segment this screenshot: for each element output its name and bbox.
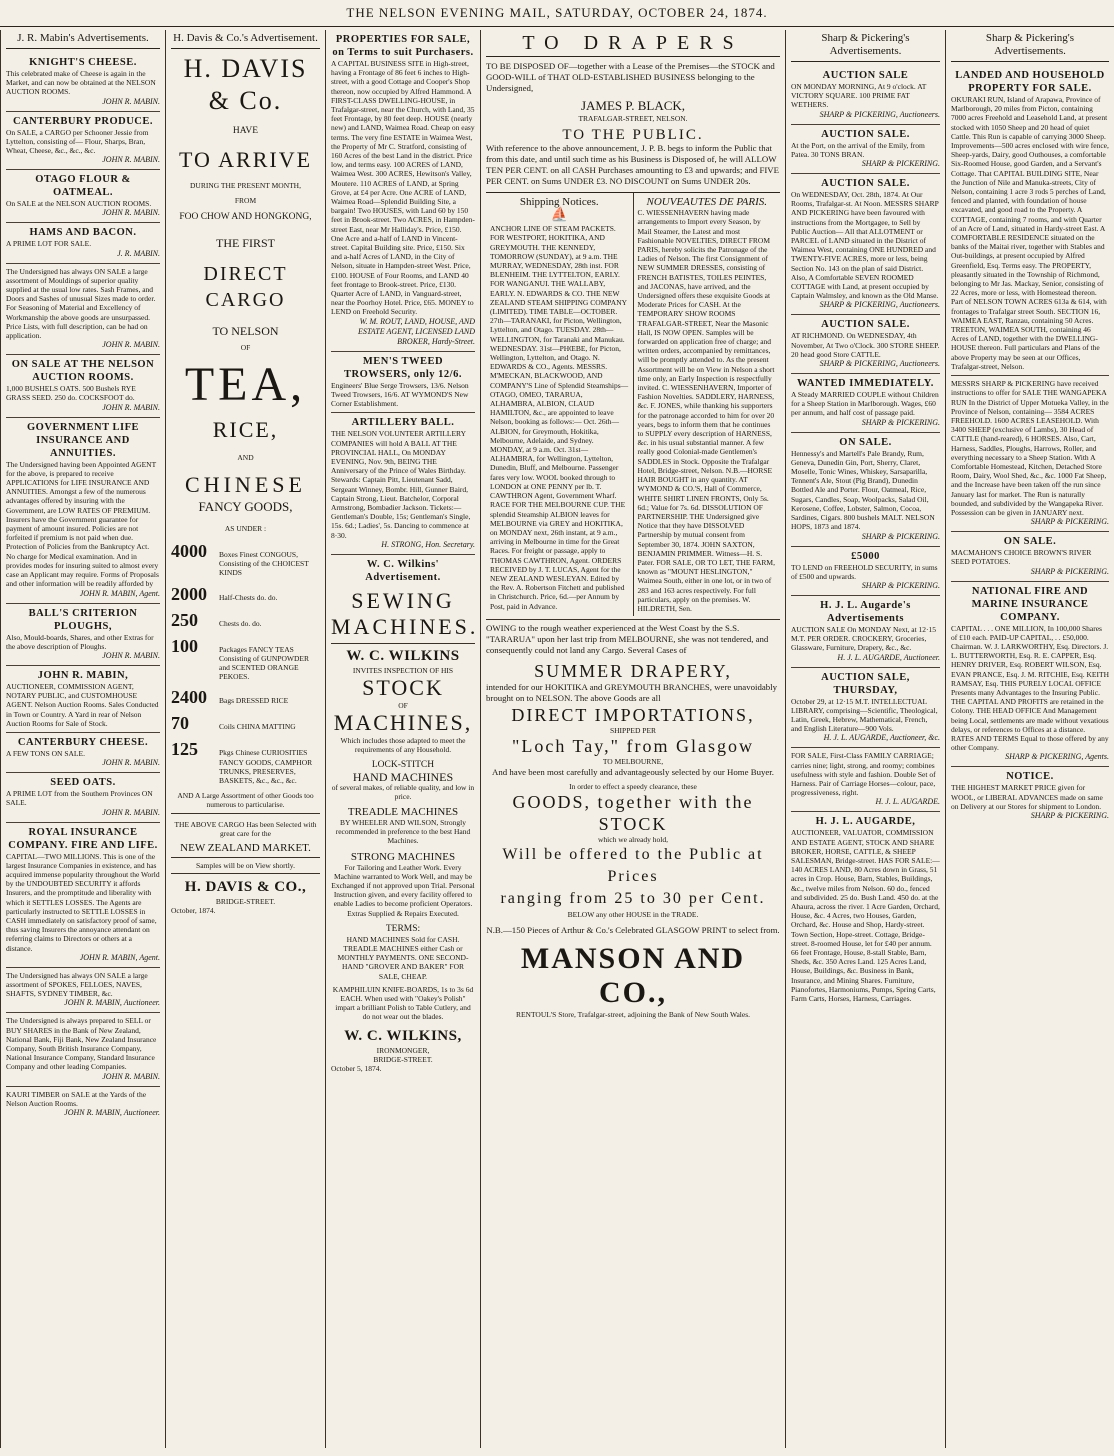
advertisement <box>791 547 940 596</box>
terms-text: HAND MACHINES Sold for CASH. TREADLE MACHINES either Cash or MONTHLY PAYMENTS. ONE SECOND-HAND "GROVER AND BAKER" FOR SALE, CHEAP. <box>337 934 469 981</box>
nb-text: N.B.—150 Pieces of Arthur & Co.'s Celebrated GLASGOW PRINT to select from. <box>486 925 780 936</box>
and-text: AND <box>237 452 254 462</box>
ad-title: PROPERTIES FOR SALE, on Terms to suit Purchasers. <box>332 34 474 58</box>
ad-title: WANTED IMMEDIATELY. <box>797 378 934 390</box>
advertisement <box>6 773 160 822</box>
ad-body: This celebrated make of Cheese is again in the Market, and can now be obtained at the NELSON AUCTION ROOMS. <box>6 69 156 97</box>
goods-quantity: 125 <box>171 739 198 760</box>
advertisement <box>951 767 1109 825</box>
ad-body: The Undersigned has always ON SALE a large assortment of SPOKES, FELLOES, NAVES, SHAFTS, SYDNEY TIMBER, &c. <box>6 970 148 999</box>
ad-title: CANTERBURY CHEESE. <box>17 736 149 748</box>
ad-line: TO ARRIVE <box>178 147 313 172</box>
lockstitch-headline: LOCK-STITCH <box>371 759 435 770</box>
advertisement <box>791 125 940 174</box>
ad-signature: JOHN R. MABIN. <box>102 208 160 218</box>
machines-headline: MACHINES. <box>331 613 479 639</box>
ad-body: Also, Mould-boards, Shares, and other Extras for the above description of Ploughs. <box>6 632 154 651</box>
ad-body: AUCTIONEER, COMMISSION AGENT, NOTARY PUBLIC, and CUSTOMHOUSE AGENT. Nelson Auction Rooms. Sales Conducted in Town or Country. A Yard in rear of Nelson Auction Rooms for Sale of Stock. <box>6 681 159 728</box>
goods-list <box>171 541 320 785</box>
ad-body: A PRIME LOT from the Southern Provinces ON SALE. <box>6 789 153 808</box>
advertisement <box>331 30 475 352</box>
ad-signature: W. M. ROUT, LAND, HOUSE, AND ESTATE AGENT, LICENSED LAND BROKER, Hardy-Street. <box>357 316 475 346</box>
ad-body: Hennessy's and Martell's Pale Brandy, Rum, Geneva, Dunedin Gin, Port, Sherry, Claret, Moselle, Tonic Wines, Whiskey, Sarsaparilla, Tennent's Ale, Stout (Pig Brand), Dunedin Bottled Ale and Porter. Flour, Oatmeal, Rice, Sugars, Candles, Soap, Woolpacks, Salad Oil, Kerosene, Coffee, Lobster, Salmon, Cocoa, Sardines, Cigars. 800 bushels MALT. NELSON HOPS, 1873 and 1874. <box>791 448 935 532</box>
ad-title: NOTICE. <box>1006 771 1054 783</box>
advertisement <box>331 555 475 588</box>
firm-name: H. DAVIS & Co. <box>183 54 308 115</box>
ad-signature: JOHN R. MABIN. <box>102 155 160 165</box>
machines-headline-2: MACHINES, <box>333 710 473 736</box>
advertisement <box>951 66 1109 376</box>
sewing-headline: SEWING <box>351 587 455 613</box>
shipping-body: ANCHOR LINE OF STEAM PACKETS. FOR WESTPORT, HOKITIKA, AND GREYMOUTH. THE KENNEDY, TOMORROW (SUNDAY), at 9 a.m. THE MURRAY, WEDNESDAY, 28th inst. FOR BLENHEIM. THE LYTTELTON, EARLY. FOR WANGANUI. THE WALLABY, EARLY. N. EDWARDS & CO. THE NEW ZEALAND STEAM SHIPPING COMPANY (LIMITED). TIME TABLE—OCTOBER. 27th—TARANAKI, for Picton, Wellington, Lyttelton, and Otago. TUESDAY. 28th—WELLINGTON, for Taranaki and Manukau. WEDNESDAY. 31st—PHŒBE, for Picton, Wellington, Lyttelton, and Otago. N. EDWARDS & CO., Agents. MESSRS. M'MECKAN, BLACKWOOD, AND COMPANY'S Line of Splendid Steamships—OTAGO, OMEO, TARARUA, ALHAMBRA, ALBION, CLAUD HAMILTON, &c., are appointed to leave Nelson, booking as follows:— Oct. 26th—ALBION, for Greymouth, Hokitika, Melbourne, Adelaide, and Sydney. MONDAY, at 9 a.m. Oct. 31st—ALHAMBRA, for Wellington, Lyttelton, Dunedin, Bluff, and Melbourne. Passenger fares very low. WOOL booked through to LONDON at ONE PENNY per lb. T. CAWTHRON Agent, Government Wharf. RACE FOR THE MELBOURNE CUP. THE splendid Steamship ALBION leaves for MELBOURNE via GREY and HOKITIKA, on MONDAY next, 26th instant, at 9 a.m., arriving in Melbourne in time for the Great Races. For freight or passage, apply to THOMAS CAWTHRON, Agent. ORDERS RECEIVED by J. T. LUCAS, Agent for the NEW ZEALAND WESLEYAN. Edited by the Rev. A. Robertson Fitchett and published in Christchurch. Price, 6d.—per Annum by Post, paid in Advance. <box>490 224 629 611</box>
advertisement <box>791 433 940 547</box>
ad-line: FROM <box>234 196 257 206</box>
ad-title: GOVERNMENT LIFE INSURANCE AND ANNUITIES. <box>26 421 140 459</box>
samples-text: Samples will be on View shortly. <box>196 861 295 871</box>
owing-text: OWING to the rough weather experienced at the West Coast by the S.S. "TARARUA" upon her last trip from MELBOURNE, she was not tendered, and consequently could not land any Cargo. Several Cases of <box>486 623 769 656</box>
firm-footer: H. DAVIS & CO., <box>184 879 307 896</box>
ranging-prices: ranging from 25 to 30 per Cent. <box>500 889 766 907</box>
goods-item <box>171 584 320 604</box>
wheeler-text: BY WHEELER AND WILSON, Strongly recommended in preference to the best Hand Machines. <box>335 817 471 846</box>
ad-title: KNIGHT'S CHEESE. <box>29 57 137 68</box>
ad-body: THE HIGHEST MARKET PRICE given for WOOL, or LIBERAL ADVANCES made on same on Delivery at our Stores for shipment to London. <box>951 783 1103 811</box>
fancy-goods-headline: FANCY GOODS, <box>198 498 293 514</box>
ad-title: JOHN R. MABIN, <box>37 669 129 681</box>
ad-title: ON SALE AT THE NELSON AUCTION ROOMS. <box>11 359 155 384</box>
goods-description: Boxes Finest CONGOUS, Consisting of the CHOICEST KINDS <box>219 550 309 578</box>
ad-title: W. C. Wilkins' Advertisement. <box>365 558 441 583</box>
ad-signature: SHARP & PICKERING, Auctioneers. <box>819 359 940 369</box>
masthead: THE NELSON EVENING MAIL, SATURDAY, OCTOBER 24, 1874. <box>0 0 1114 27</box>
advertisement <box>951 532 1109 581</box>
bridge-street: BRIDGE-STREET. <box>373 1054 433 1064</box>
owner-address: TRAFALGAR-STREET, NELSON. <box>578 114 688 123</box>
nouveautes-body: C. WIESSENHAVERN having made arrangements to Import every Season, by Mail Steamer, the Latest and most Fashionable NOVELTIES, DIRECT FROM PARIS, hereby solicits the Patronage of the Ladies of Nelson. The first Consignment of NEW SUMMER DRESSES, consisting of FRENCH BATISTES, TOILES PEINTES, and JACONAS, have arrived, and the Undersigned offers these exquisite Goods at Moderate Prices for CASH. At the TEMPORARY SHOW ROOMS TRAFALGAR-STREET, Near the Masonic Hall, IS NOW OPEN. Samples will be forwarded on application free of charge; and written orders, accompanied by remittances, will be promptly attended to. As the present Assortment will be on View in Nelson a short time only, an Early Inspection is respectfully invited. C. WIESSENHAVERN, Importer of Fashion Novelties. SADDLERY, HARNESS, &c. F. JONES, while thanking his supporters for the patronage accorded to him for over 20 years, begs to inform them that he continues to SUPPLY every description of HARNESS, &c. in his usual substantial manner. A few really good Colonial-made Gentlemen's SADDLES in Stock. Opposite the Trafalgar Hotel, Bridge-street, Nelson. N.B.—HORSE HAIR BOUGHT in any quantity. AT WYMOND & CO.'S, Hall of Commerce, WHITE SHIRT LINEN FRONTS, Only 5s. 6d.; Value for 7s. 6d. DISSOLUTION OF PARTNERSHIP. THE Undersigned give Notice that they have DISSOLVED Partnership by mutual consent from September 30, 1874. JOHN SAXTON, BENJAMIN PRIMMER. Witness—H. S. Pater. FOR SALE, OR TO LET, THE FARM, known as "MOUNT HESLINGTON," Waimea South, either in one lot, or in two of 283 and 163 acres respectively. For full particulars, apply on the premises. W. HILDRETH, Sen. <box>637 208 775 613</box>
ad-line: HAVE <box>232 126 259 136</box>
column-sharp-pickering-2 <box>945 30 1114 1448</box>
street: BRIDGE-STREET. <box>215 897 276 907</box>
ad-body: AT RICHMOND. On WEDNESDAY, 4th November, At Two o'Clock. 300 STORE SHEEP. 20 head good Store CATTLE. <box>791 331 940 359</box>
rice-headline: RICE, <box>212 416 279 442</box>
ad-title: MEN'S TWEED TROWSERS, only 12/6. <box>344 355 462 380</box>
rentoul-address: RENTOUL'S Store, Trafalgar-street, adjoining the Bank of New South Wales. <box>515 1010 751 1020</box>
ad-signature: SHARP & PICKERING. <box>861 417 940 427</box>
date: October, 1874. <box>171 906 216 916</box>
ad-body: MESSRS SHARP & PICKERING have received instructions to offer for SALE THE WANGAPEKA RUN In the District of Upper Motueka Valley, in the Province of Nelson, containing— 3584 ACRES FREEHOLD. 1600 ACRES LEASEHOLD. With 3400 SHEEP (exclusive of Lambs), 30 Head of CATTLE (hand-reared), 6 HORSES. Also, Cart, Harness, Saddles, Ploughs, Harrows, Roller, and everything necessary to a Sheep Station. With A Comfortable Homestead, Kitchen, Detached Store Room, Dairy, Wool Shed, &c., &c. 1000 Fat Sheep, and the Increase have been taken off the run since January last for market. The Run is naturally bounded, and subdivided by the Wangapeka River. Possession can be given in JANUARY next. <box>951 379 1109 517</box>
column-davis <box>165 30 325 1448</box>
column-heading: Sharp & Pickering's Advertisements. <box>791 30 940 62</box>
goods-quantity: 250 <box>171 609 198 630</box>
direct-importations: DIRECT IMPORTATIONS, <box>511 705 755 726</box>
date: October 5, 1874. <box>331 1064 382 1074</box>
ad-signature: JOHN R. MABIN, Auctioneer. <box>64 1108 160 1117</box>
advertisement <box>6 53 160 112</box>
treadle-headline: TREADLE MACHINES <box>347 805 459 818</box>
goods-item <box>171 739 320 785</box>
ad-title: LANDED AND HOUSEHOLD PROPERTY FOR SALE. <box>955 70 1105 94</box>
ad-signature: H. STRONG, Hon. Secretary. <box>381 539 475 549</box>
ad-body: MACMAHON'S CHOICE BROWN'S RIVER SEED POTATOES. <box>951 548 1092 567</box>
ad-body: 1,000 BUSHELS OATS. 500 Bushels RYE GRASS SEED. 250 do. COCKSFOOT do. <box>6 384 136 403</box>
several-text: of several makes, of reliable quality, and low in price. <box>331 782 475 801</box>
column-heading: J. R. Mabin's Advertisements. <box>6 30 160 49</box>
ad-body: TO LEND on FREEHOLD SECURITY, in sums of £500 and upwards. <box>791 562 938 581</box>
assortment-text: AND A Large Assortment of other Goods too numerous to particularise. <box>177 791 314 810</box>
which-text: Which includes those adapted to meet the requirements of any Household. <box>340 736 466 755</box>
ad-title: AUCTION SALE <box>822 70 909 81</box>
goods-item <box>171 541 320 578</box>
ad-title: H. J. L. AUGARDE, <box>815 816 916 828</box>
column-drapers <box>480 30 785 1448</box>
ad-body: AUCTIONEER, VALUATOR, COMMISSION AND ESTATE AGENT, STOCK AND SHARE BROKER, HORSE, CATTLE, & SHEEP SALESMAN, Bridge-street. HAS FOR SALE:— 140 ACRES LAND, 80 Acres down in Grass, 51 acres in Crop. House, Barn, Stables, Buildings, &c., twelve miles from Nelson. 60 do., fenced and subdivided. 25 do. Bush Land. 450 do. at the Ahaura, across the river. 1 Acre Garden, Orchard, House, &c. 4 Acres, two Houses, Garden, Orchard, &c. House and Shop, Hardy-street. Town Section, Hope-street. Cottage, Bridge-street. 8-roomed House, let for £40 per annum. 66 feet Frontage, House, 8-stall Stable, Barn, Sheds, &c. 350 Acres Land. 125 Acres Land, House, Buildings, &c. Business in Bank, Insurance, and Mining Shares. Furniture, Pianofortes, Harmoniums, Pumps, Spring Carts, Farm Carts, Horses, Harness, Carriages. <box>791 828 940 1003</box>
advertisement <box>6 733 160 773</box>
ad-list <box>6 53 160 1122</box>
ad-signature: H. J. L. AUGARDE, Auctioneer. <box>837 652 940 662</box>
ad-body: OKURAKI RUN, Island of Arapawa, Province of Marlborough, 20 miles from Picton, containing 7000 acres Freehold and Leasehold Land, at present stocked with 1050 Sheep and 20 head of quiet Cattle. This Run is capable of carrying 3000 Sheep. Improvements—500 acres enclosed with wire fence, Sheep-yards, Dairy, good Outhouses, a comfortable Six-Roomed House, good Garden, and a Servant's Cottage. That CAPITAL BUILDING SITE, Near the Junction of Nile and Manuka-streets, City of Nelson, containing 1 acre 3 rods 5 perches of Land, fenced and planted, with foundation of house excavated, and good road to the Property. A COTTAGE, containing 7 rooms, and with Quarter of an Acre of Land, situated in Hardy-street East. A COMFORTABLE RESIDENCE situated on the banks of the Maitai river, together with Stables and Out-buildings, at present occupied by Alfred Greenfield, Esq. Terms easy. The PROPERTY, pleasantly situated in the Township of Richmond, belonging to Mr Jas. Mackay, Senior, consisting of 22 Acres, more or less, with Homestead thereon. Part of NELSON TOWN ACRES 613a & 614, with frontages to Trafalgar street South. SECTION 16, WAIMEA EAST, Ranzau, containing 50 Acres. TREETON, WAIMEA SOUTH, containing 46 Acres of LAND, together with the DWELLING-HOUSE thereon. Full particulars and Plans of the above Property may be seen at our Offices, Trafalgar-street, Nelson. <box>951 95 1109 371</box>
goods-description: Half-Chests do. do. <box>219 592 278 602</box>
advertisement <box>6 823 160 968</box>
ad-body: CAPITAL—TWO MILLIONS. This is one of the largest Insurance Companies in existence, and has acquired immense popularity throughout the World by the UNDOUBTED SECURITY it affords Insurers, and the promptitude and liberality with which it SETTLES LOSSES. The Agents are particularly instructed to SETTLE LOSSES in CASH immediately on satisfactory proof of same, thus saving Insurers the annoyance attendant on referring claims to Directors or others at a distance. <box>6 851 160 953</box>
ad-line: THE FIRST <box>215 236 275 251</box>
ad-title: H. J. L. Augarde's Advertisements <box>820 599 911 624</box>
wilkins-footer: W. C. WILKINS, <box>344 1027 462 1044</box>
ad-signature: SHARP & PICKERING. <box>1030 517 1109 527</box>
ad-signature: JOHN R. MABIN. <box>102 96 160 106</box>
ad-body: THE NELSON VOLUNTEER ARTILLERY COMPANIES will hold A BALL AT THE PROVINCIAL HALL, On MONDAY EVENING, Nov. 9th, BEING THE Anniversary of the Prince of Wales Birthday. Stewards: Captain Pitt, Lieutenant Sadd, Sergeant Winney, Bombr. Hill, Gunner Baird, Captain Strong, Lieut. Batchelor, Corporal Armstrong, Bombadier Jackson. Tickets:—Gentleman's Double, 15s; Gentleman's Single, 15s. 6d.; Ladies', 5s. Dancing to commence at 8·30. <box>331 429 471 540</box>
ad-body: October 29, at 12·15 M.T. INTELLECTUAL LIBRARY, comprising—Scientific, Theological, Latin, Greek, Hebrew, Mathematical, French, and English Literature—900 Vols. <box>791 696 938 734</box>
ad-signature: SHARP & PICKERING. <box>861 159 940 169</box>
advertisement <box>791 66 940 125</box>
knife-boards-text: KAMPHILUIN KNIFE-BOARDS, 1s to 3s 6d EACH. When used with "Oakey's Polish" impart a brilliant Polish to Table Cutlery, and do not wear out the blades. <box>332 984 474 1022</box>
goods-description: Packages FANCY TEAS Consisting of GUNPOWDER and SCENTED ORANGE PEKOES. <box>219 644 310 682</box>
ad-signature: JOHN R. MABIN. <box>102 758 160 768</box>
ad-body: ON MONDAY MORNING, At 9 o'clock. AT VICTORY SQUARE. 100 PRIME FAT WETHERS. <box>791 82 927 110</box>
ad-body: The Undersigned has always ON SALE a large assortment of Mouldings of superior quality supplied at the usual low rates. Sash Frames, and Doors and Sashes of unusual Sizes made to order. For Seasoning of Material and Excellency of Workmanship the above goods are unsurpassed. Price Lists, with full description, can be had on application. <box>6 266 156 341</box>
ad-title: SEED OATS. <box>50 777 116 789</box>
chinese-headline: CHINESE <box>185 471 306 497</box>
goods-description: Coils CHINA MATTING <box>219 722 296 732</box>
ad-body: CAPITAL . . . ONE MILLION, In 100,000 Shares of £10 each. PAID-UP CAPITAL, . . £50,000. Chairman. W. J. LARKWORTHY, Esq. Directors. J. L. BUTTERWORTH, Esq. R. E. CAPPER, Esq. HENRY DRIVER, Esq. ROBERT WILSON, Esq. EVAN PRANCE, Esq. J. M. RITCHIE, Esq. KEITH RAMSAY, Esq. THIS PURELY LOCAL OFFICE Presents many Advantages to the Insuring Public. THE CAPITAL AND PROFITS are retained in the Colony. THE HEAD OFFICE And Management being Local, settlements are made without vexatious delays, or references to Offices at a distance. RATES AND TERMS Equal to those offered by any other Company. <box>951 623 1109 753</box>
above-cargo: THE ABOVE CARGO Has been Selected with great care for the <box>174 819 317 838</box>
advertisement <box>791 812 940 1007</box>
goods-quantity: 70 <box>171 713 189 734</box>
invites-text: INVITES INSPECTION OF HIS <box>352 665 454 675</box>
ad-signature: SHARP & PICKERING, Agents. <box>1005 752 1109 762</box>
advertisement <box>6 170 160 223</box>
ad-signature: SHARP & PICKERING. <box>1030 811 1109 820</box>
ad-signature: SHARP & PICKERING. <box>861 580 940 590</box>
tailoring-text: For Tailoring and Leather Work. Every Machine warranted to Work Well, and may be Exchanged if not approved upon Trial. Personal Instruction given, and every facility offered to enable Ladies to become proficient Operators. Extras Supplied & Repairs Executed. <box>331 862 475 918</box>
ad-title: AUCTION SALE. <box>821 128 910 140</box>
ad-body: On SALE, a CARGO per Schooner Jessie from Lyttelton, consisting of— Flour, Sharps, Bran, Wheat, Cheese, &c., &c., &c. <box>6 127 149 156</box>
nouveautes-heading: NOUVEAUTES DE PARIS. <box>646 196 767 209</box>
advertisement <box>791 668 940 749</box>
column-properties-wilkins <box>325 30 480 1448</box>
advertisement <box>791 748 940 812</box>
in-order: In order to effect a speedy clearance, these <box>569 781 697 791</box>
advertisement <box>6 666 160 733</box>
drapers-banner: TO DRAPERS <box>486 30 780 57</box>
advertisement <box>331 413 475 554</box>
ad-title: OTAGO FLOUR & OATMEAL. <box>35 174 131 199</box>
ad-signature: JOHN R. MABIN. <box>102 650 160 660</box>
shipped-per: SHIPPED PER <box>609 726 657 736</box>
ad-title: £5000 <box>851 550 880 562</box>
goods-quantity: 2000 <box>171 583 207 604</box>
ad-signature: SHARP & PICKERING. <box>861 531 940 541</box>
nouveautes <box>633 193 781 616</box>
ad-signature: JOHN R. MABIN. <box>102 402 160 412</box>
ad-body: A PRIME LOT FOR SALE. <box>6 239 92 249</box>
ad-title: AUCTION SALE, THURSDAY, <box>821 671 910 696</box>
ad-title: NATIONAL FIRE AND MARINE INSURANCE COMPANY. <box>971 585 1089 623</box>
below-text: BELOW any other HOUSE in the TRADE. <box>567 909 699 919</box>
terms-headline: TERMS: <box>385 923 421 934</box>
column-heading: H. Davis & Co.'s Advertisement. <box>171 30 320 49</box>
ad-body: A CAPITAL BUSINESS SITE in High-street, having a Frontage of 86 feet 6 inches to High-street, with a good Cottage and Cooper's Shop thereon, now occupied by Alfred Hammond. A FIRST-CLASS DWELLING-HOUSE, in Trafalgar-street, near the Church, with Land, 35 feet Frontage, by 80 feet deep. HOUSE (nearly new) and LAND, Waimea Road. Cheap on easy terms. The very fine ESTATE in Waimea West, the Property of Mr C. Stratford, consisting of 160 Acres of the best Land in the district. Price low, and terms easy. 100 ACRES of LAND, Waimea West. 300 ACRES, Hewitson's Valley, Moutere. 110 ACRES of LAND, at Spring Grove, at £4 per Acre. One ACRE of LAND, Waimea Road—Splendid Building Site, a bargain! Two HOUSES, with Land 60 by 150 feet in Brook-street. Two ACRES, in Hampden-street East, near Mr Halliday's. Price, £150. One Acre and a-half of LAND in Vincent-street. Capital Building site. Price, £150. Six and a-half Acres of LAND, in the City of Nelson, situate in Hampden-street West. Price, £100. HOUSE of Four Rooms, and LAND 40 feet frontage to Brook-street. Price, £130. Quarter Acre of LAND, in Vanguard-street, near the Poorhoy Hotel. Price, £65. MONEY to LEND on Freehold Security. <box>331 59 475 317</box>
column-heading: Sharp & Pickering's Advertisements. <box>951 30 1109 62</box>
column-sharp-pickering-1 <box>785 30 945 1448</box>
ad-title: BALL'S CRITERION PLOUGHS, <box>28 607 138 632</box>
strong-headline: STRONG MACHINES <box>350 850 456 863</box>
stock-headline: STOCK <box>362 674 444 700</box>
advertisement <box>6 1087 160 1122</box>
ad-signature: JOHN R. MABIN. <box>102 340 160 350</box>
ad-list <box>331 30 475 588</box>
which-hold: which we already hold, <box>598 834 668 844</box>
ad-title: ARTILLERY BALL. <box>351 417 455 429</box>
ad-body: KAURI TIMBER on SALE at the Yards of the Nelson Auction Rooms. <box>6 1089 147 1108</box>
ad-body: Engineers' Blue Serge Trowsers, 13/6. Nelson Tweed Trowsers, 16/6. AT WYMOND'S New Corner Establishment. <box>331 380 469 409</box>
wilkins-name: W. C. WILKINS <box>346 647 460 664</box>
as-under: AS UNDER : <box>224 523 267 533</box>
goods-quantity: 2400 <box>171 687 207 708</box>
ad-signature: SHARP & PICKERING. <box>1030 566 1109 576</box>
split-section <box>486 192 780 616</box>
goods-quantity: 100 <box>171 635 198 656</box>
to-public-headline: TO THE PUBLIC. <box>562 127 704 144</box>
ad-line: TO NELSON <box>212 324 279 339</box>
advertisement <box>951 582 1109 768</box>
goods-description: Bags DRESSED RICE <box>219 696 289 706</box>
ad-body: A FEW TONS ON SALE. <box>6 748 85 758</box>
ad-body: The Undersigned is always prepared to SELL or BUY SHARES in the Bank of New Zealand, National Bank, Fiji Bank, New Zealand Insurance Company, South British Insurance Company, National Insurance Company, Standard Insurance Company and other leading Companies. <box>6 1016 157 1072</box>
ad-line: DURING THE PRESENT MONTH, <box>190 181 301 190</box>
ad-title: ON SALE. <box>1003 536 1057 548</box>
ad-body: At the Port, on the arrival of the Emily, from Patea. 30 TONS BRAN. <box>791 140 925 159</box>
advertisement <box>791 374 940 433</box>
ad-signature: SHARP & PICKERING, Auctioneers. <box>819 109 940 119</box>
of-text: OF <box>398 700 408 710</box>
ad-list <box>951 66 1109 825</box>
ad-signature: J. R. MABIN. <box>117 248 160 258</box>
hand-machines-headline: HAND MACHINES <box>352 769 454 784</box>
advertisement <box>6 355 160 417</box>
ad-signature: JOHN R. MABIN, Auctioneer. <box>64 998 160 1008</box>
loch-tay: "Loch Tay," from Glasgow <box>512 736 754 757</box>
ad-signature: JOHN R. MABIN, Agent. <box>79 952 160 962</box>
goods-description: Chests do. do. <box>219 618 262 628</box>
goods-stock: GOODS, together with the STOCK <box>512 791 754 834</box>
offered-public: Will be offered to the Public at Prices <box>502 845 764 885</box>
drapers-intro: TO BE DISPOSED OF—together with a Lease of the Premises—the STOCK and GOOD-WILL of THAT OLD-ESTABLISHED BUSINESS belonging to the Undersigned, <box>486 61 775 93</box>
shipping-notices <box>486 193 633 616</box>
ad-title: ROYAL INSURANCE COMPANY. FIRE AND LIFE. <box>8 826 158 851</box>
owner-name: JAMES P. BLACK, <box>580 98 686 113</box>
ad-title: CANTERBURY PRODUCE. <box>13 115 153 127</box>
ad-body: FOR SALE, First-Class FAMILY CARRIAGE; carries nine; light, strong, and roomy; combines usefulness with style and fashion. Double Set of Harness. Pair of Carriage Horses—colour, pace, progressiveness, right. <box>791 751 936 798</box>
ironmonger: IRONMONGER, <box>376 1045 430 1055</box>
advertisement <box>6 418 160 604</box>
ship-icon: ⛵ <box>550 208 568 224</box>
ad-signature: H. J. L. AUGARDE. <box>875 797 940 807</box>
advertisement <box>6 604 160 666</box>
summer-drapery: SUMMER DRAPERY, <box>534 661 732 682</box>
to-public-body: With reference to the above announcement, J. P. B. begs to inform the Public that from this date, and until such time as his Business is Disposed of, he will ALLOW TEN PER CENT. on all CASH Purchases amounting to £3 and upwards; and FIVE PER CENT. on Sums UNDER £3. NO DISCOUNT on Sums UNDER 20s. <box>486 143 780 187</box>
shipping-heading: Shipping Notices. <box>519 196 599 209</box>
goods-item <box>171 713 320 733</box>
goods-item <box>171 610 320 630</box>
goods-quantity: 4000 <box>171 541 207 562</box>
advertisement <box>6 1013 160 1086</box>
advertisement <box>791 174 940 315</box>
ad-title: AUCTION SALE. <box>821 178 910 190</box>
goods-description: Pkgs Chinese CURIOSITIES FANCY GOODS, CAMPHOR TRUNKS, PRESERVES, BASKETS, &c., &c., &c. <box>219 748 313 786</box>
advertisement <box>6 968 160 1014</box>
tea-headline: TEA, <box>184 357 307 411</box>
goods-item <box>171 636 320 682</box>
market-headline: NEW ZEALAND MARKET. <box>180 842 311 855</box>
ad-signature: JOHN R. MABIN, Agent. <box>79 588 160 598</box>
advertisement <box>331 352 475 414</box>
advertisement <box>6 112 160 171</box>
ad-title: AUCTION SALE. <box>821 319 910 331</box>
advertisement <box>6 223 160 263</box>
ad-body: On WEDNESDAY, Oct. 28th, 1874. At Our Rooms, Trafalgar-st. At Noon. MESSRS SHARP AND PICKERING have been favoured with instructions from the Mortgagee, to Sell by Public Auction— All that ALLOTMENT or PARCEL of LAND situated in the District of Waimea West, containing ONE HUNDRED and TWENTY-FIVE ACRES, more or less, being Section No. 143 on the plan of said District. Also, A Comfortable SEVEN ROOMED COTTAGE with Land, at present occupied by Captain Walmsley, and known as the Old Manse. <box>791 190 939 301</box>
ad-line: DIRECT CARGO <box>203 263 288 312</box>
goods-item <box>171 687 320 707</box>
advertisement <box>951 376 1109 532</box>
ad-signature: JOHN R. MABIN. <box>102 1071 160 1081</box>
ad-body: The Undersigned having been Appointed AGENT for the above, is prepared to receive APPLICATIONS for LIFE INSURANCE AND ANNUITIES. Amongst a few of the numerous advantages offered by insuring with the Government, are LOW RATES OF PREMIUM. Insurers have the Government guarantee for payment of amount insured. Policies are not forfeited if premium is not paid when due. Protection of Policies from the Bankruptcy Act. No charge for Medical examination. And in provides modes for insuring suited to almost every case an Applicant may require. Forms of Proposals and other information will be readily afforded by <box>6 459 159 589</box>
column-mabin <box>0 30 165 1448</box>
ad-title: HAMS AND BACON. <box>29 227 137 239</box>
ad-signature: JOHN R. MABIN. <box>102 807 160 817</box>
to-melbourne: TO MELBOURNE, <box>602 757 664 767</box>
ad-body: On SALE at the NELSON AUCTION ROOMS. <box>6 199 152 209</box>
ad-body: A Steady MARRIED COUPLE without Children for a Sheep Station in Marlborough. Wages, £60 per annum, and half cost of passage paid. <box>791 390 939 418</box>
ad-signature: H. J. L. AUGARDE, Auctioneer, &c. <box>823 733 940 743</box>
ad-list <box>791 66 940 1007</box>
manson-headline: MANSON AND CO., <box>520 942 746 1010</box>
bought-text: And have been most carefully and advantageously selected by our Home Buyer. <box>492 766 774 777</box>
ad-title: ON SALE. <box>839 436 892 448</box>
advertisement <box>791 596 940 668</box>
advertisement <box>791 315 940 374</box>
ad-signature: SHARP & PICKERING, Auctioneers. <box>819 300 940 310</box>
ad-line: FOO CHOW AND HONGKONG, <box>179 212 312 223</box>
advertisement <box>6 264 160 356</box>
intended-text: intended for our HOKITIKA and GREYMOUTH BRANCHES, were unavoidably brought on to NELSON. The above Goods are all <box>486 682 777 704</box>
ad-line: OF <box>240 343 251 353</box>
ad-body: AUCTION SALE On MONDAY Next, at 12·15 M.T. PER ORDER. CROCKERY, Groceries, Glassware, Furniture, Drapery, &c., &c. <box>791 624 937 653</box>
